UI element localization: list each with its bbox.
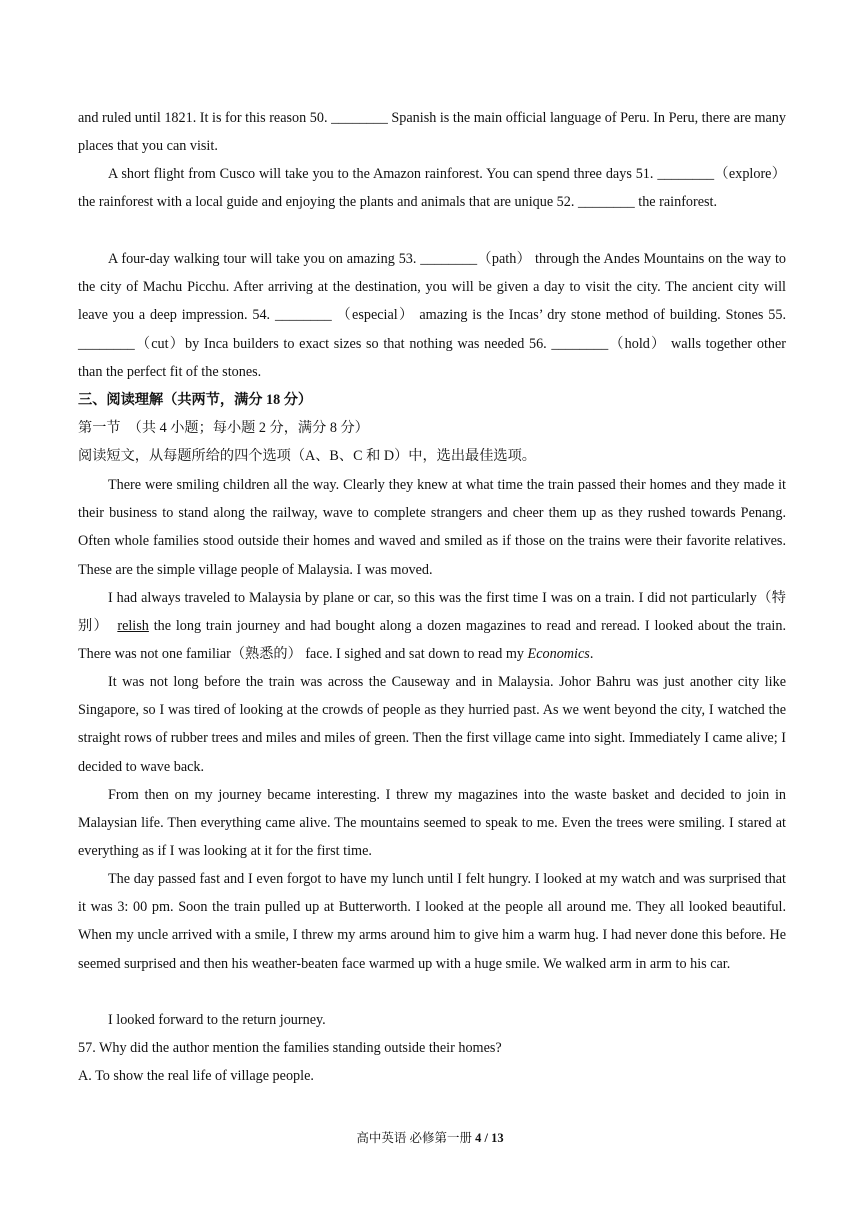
paragraph-cloze-50: and ruled until 1821. It is for this reason 50. ________ Spanish is the main official language of Peru. In Peru, there are many places that you can visit.	[78, 110, 786, 155]
paragraph-cloze-53-56: A four-day walking tour will take you on amazing 53. ________（path） through the Andes Mountains on the way to the city of Machu Picchu. After arriving at the destination, you will be given a day to visit the city. The ancient city will leave you a deep impression. 54. ________ （especial） amazing is the Incas’ dry stone method of building. Stones 55. ________（cut）by Inca builders to exact sizes so that nothing was needed 56. ________（hold） walls together other than the perfect fit of the stones.	[78, 251, 786, 380]
paragraph-cloze-51-52: A short flight from Cusco will take you to the Amazon rainforest. You can spend three days 51. ________（explore） the rainforest with a local guide and enjoying the plants and animals that are unique 52. ________ the rainforest.	[78, 166, 786, 211]
passage-text: the long train journey and had bought along a dozen magazines to read and reread. I looked about the train. There was not one familiar（熟悉的） face. I sighed and sat down to read my	[78, 618, 786, 663]
passage-paragraph-5: The day passed fast and I even forgot to have my lunch until I felt hungry. I looked at my watch and was surprised that it was 3: 00 pm. Soon the train pulled up at Butterworth. I looked at the people all around me. They all looked beautiful. When my uncle arrived with a smile, I threw my arms around him to give him a warm hug. I had never done this before. He seemed surprised and then his weather-beaten face warmed up with a huge smile. We walked arm in arm to his car.	[78, 871, 786, 972]
passage-paragraph-1: There were smiling children all the way. Clearly they knew at what time the train passed their homes and they made it their business to stand along the railway, wave to complete strangers and cheer them up as they rushed towards Penang. Often whole families stood outside their homes and waved and smiled as if those on the trains were their favorite relatives. These are the simple village people of Malaysia. I was moved.	[78, 477, 786, 578]
question-57: 57. Why did the author mention the families standing outside their homes?	[78, 1040, 502, 1056]
section-subheading: 第一节 （共 4 小题；每小题 2 分，满分 8 分）	[78, 420, 369, 436]
underlined-word: relish	[117, 618, 149, 635]
italic-title: Economics	[527, 646, 590, 663]
section-heading: 三、阅读理解（共两节，满分 18 分）	[78, 392, 313, 408]
passage-paragraph-3: It was not long before the train was across the Causeway and in Malaysia. Johor Bahru was just another city like Singapore, so I was tired of looking at the crowds of people as they hurried past. As we went beyond the city, I watched the straight rows of rubber trees and miles and miles of green. Then the first village came into sight. Immediately I came alive; I decided to wave back.	[78, 674, 786, 775]
passage-paragraph-2	[78, 584, 786, 669]
section-instruction: 阅读短文，从每题所给的四个选项（A、B、C 和 D）中，选出最佳选项。	[78, 448, 536, 464]
question-57-option-a: A. To show the real life of village people.	[78, 1068, 314, 1084]
page-footer	[0, 1128, 860, 1146]
passage-text: I had always traveled to Malaysia by plane or car, so this was the first time I was on a train. I did not particularly（特别）	[78, 590, 786, 635]
passage-paragraph-4: From then on my journey became interesting. I threw my magazines into the waste basket and decided to join in Malaysian life. Then everything came alive. The mountains seemed to speak to me. Even the trees were smiling. I stared at everything as if I was looking at it for the first time.	[78, 787, 786, 860]
footer-text: 高中英语 必修第一册	[356, 1131, 476, 1145]
passage-paragraph-6: I looked forward to the return journey.	[108, 1012, 326, 1028]
page-number: 4 / 13	[475, 1131, 504, 1145]
passage-text: .	[589, 646, 594, 663]
